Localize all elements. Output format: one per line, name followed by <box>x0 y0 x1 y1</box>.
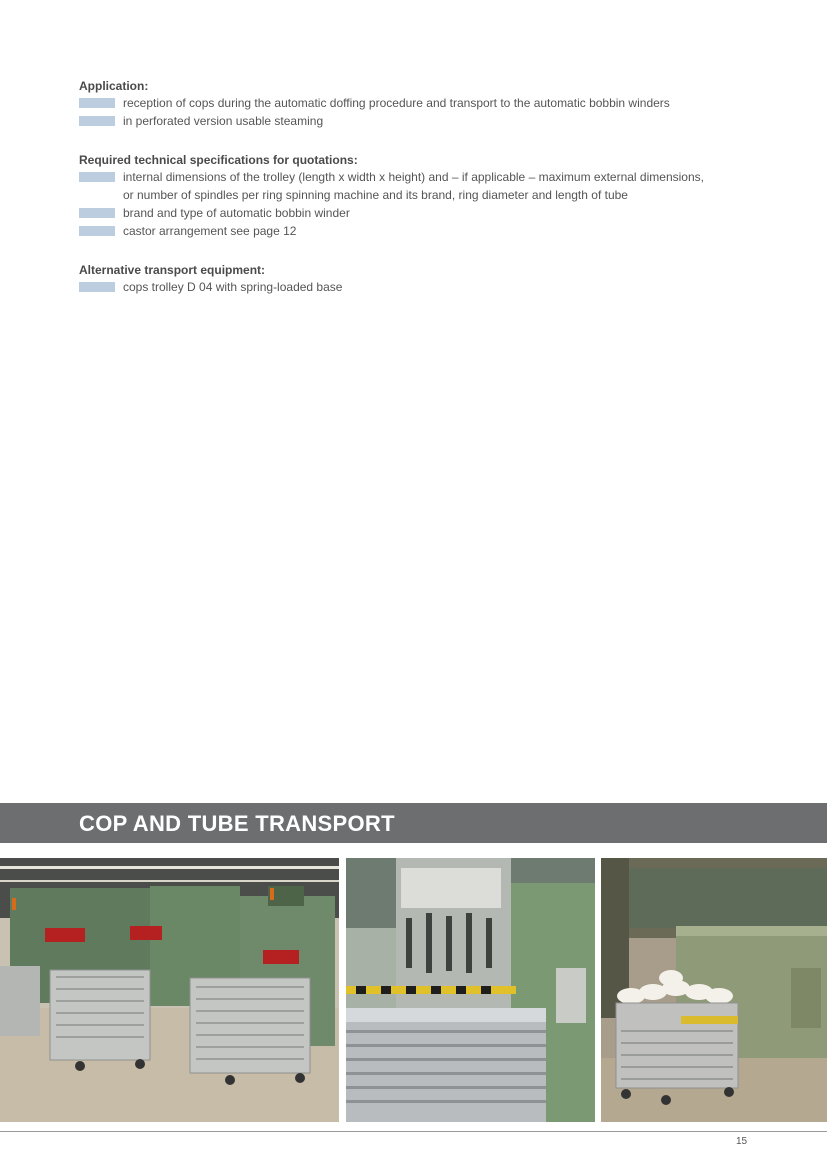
photo-trolleys-machines <box>0 858 339 1122</box>
list-item: castor arrangement see page 12 <box>79 222 779 240</box>
list-item: cops trolley D 04 with spring-loaded base <box>79 278 779 296</box>
footer-rule <box>0 1131 827 1132</box>
bullet-marker <box>79 98 115 108</box>
bullet-marker <box>79 282 115 292</box>
bullet-marker <box>79 208 115 218</box>
list-item-continuation: or number of spindles per ring spinning machine and its brand, ring diameter and length of tube <box>123 188 628 202</box>
list-item: in perforated version usable steaming <box>79 112 779 130</box>
section-banner <box>0 803 827 843</box>
specifications-section <box>79 152 779 240</box>
alternative-section <box>79 262 779 296</box>
bullet-marker <box>79 116 115 126</box>
page-number: 15 <box>736 1136 748 1147</box>
list-item: reception of cops during the automatic doffing procedure and transport to the automatic bobbin winders <box>79 94 779 112</box>
photo-trolley-doffer <box>346 858 595 1122</box>
alternative-heading: Alternative transport equipment: <box>79 263 266 277</box>
banner-title: COP AND TUBE TRANSPORT <box>79 811 395 836</box>
list-item: brand and type of automatic bobbin winder <box>79 204 779 222</box>
photo-loaded-trolley <box>601 858 827 1122</box>
list-item: internal dimensions of the trolley (length x width x height) and – if applicable – maximum external dimensions, <box>79 168 779 186</box>
bullet-marker <box>79 172 115 182</box>
application-heading: Application: <box>79 79 149 93</box>
specifications-heading: Required technical specifications for quotations: <box>79 153 358 167</box>
bullet-marker <box>79 226 115 236</box>
application-section <box>79 78 779 130</box>
